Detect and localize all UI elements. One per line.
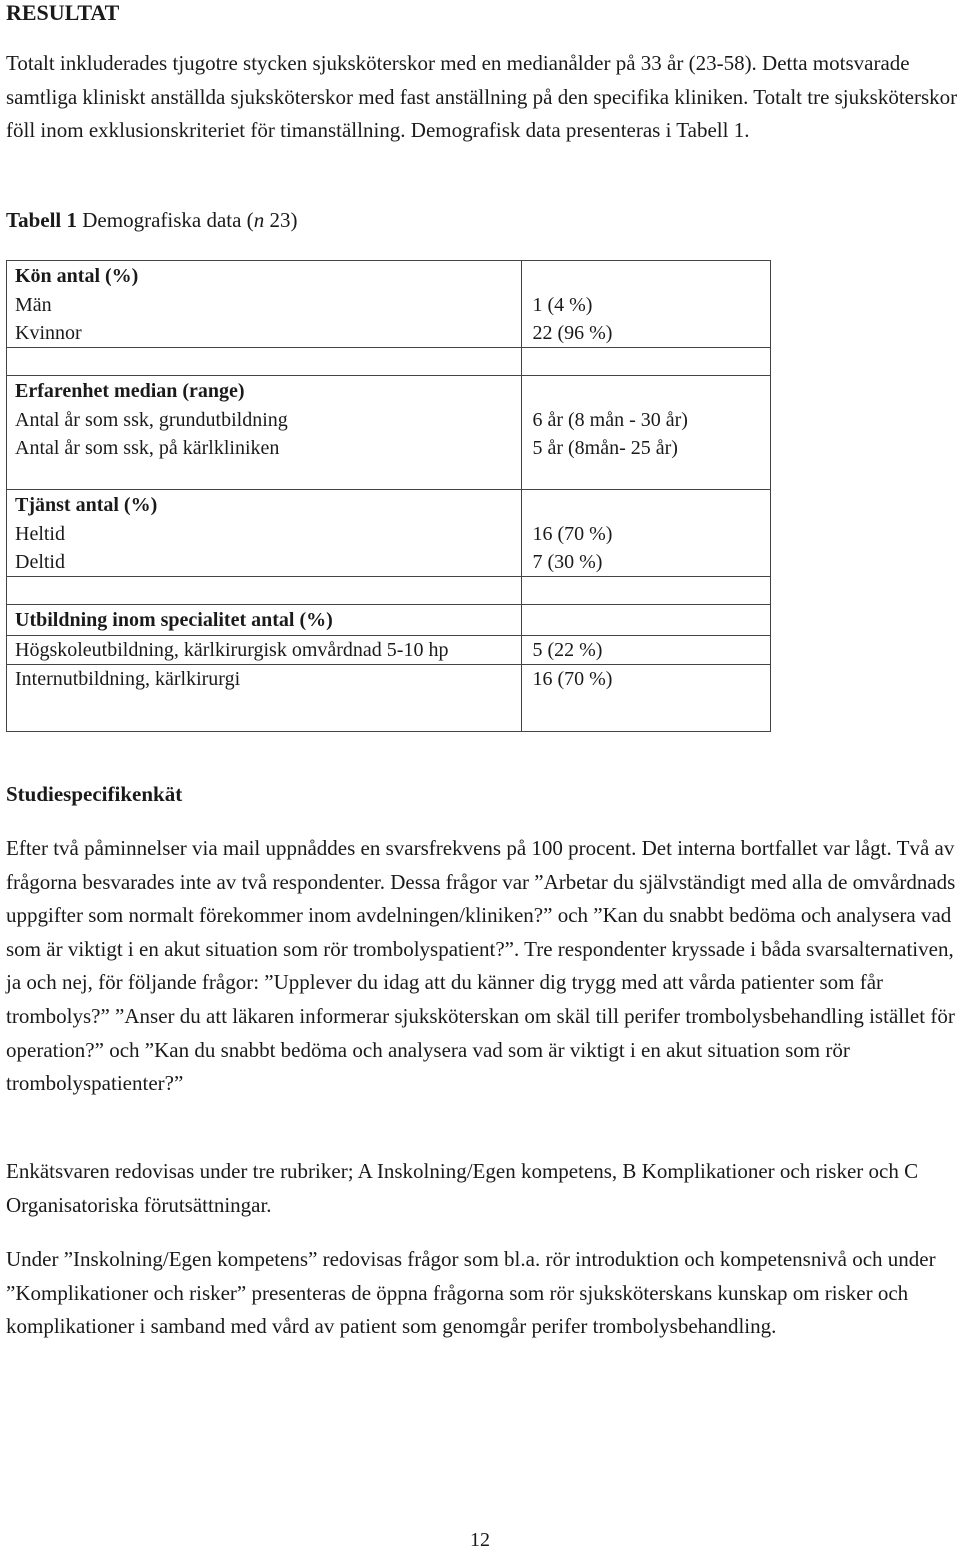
row-value: 16 (70 %) [522,520,771,548]
row-label: Heltid [7,520,522,548]
table-row [7,319,771,348]
subheading: Studiespecifikenkät [6,782,183,806]
table-spacer-row [7,462,771,490]
row-value: 1 (4 %) [522,291,771,319]
table-caption-n-symbol: n [253,208,265,232]
table-caption-label: Tabell 1 [6,208,77,232]
rubrics-paragraph: Enkätsvaren redovisas under tre rubriker; A Inskolning/Egen kompetens, B Komplikationer och risker och C Organisatoriska förutsättningar. [6,1159,919,1217]
table-spacer-row [7,693,771,732]
table-caption-title-post: 23) [264,208,298,232]
row-value: 22 (96 %) [522,319,771,348]
survey-paragraph: Efter två påminnelser via mail uppnåddes en svarsfrekvens på 100 procent. Det interna bortfallet var lågt. Två av frågorna besvarades inte av två respondenter. Dessa frågor var ”Arbetar du självständigt med alla de omvårdnads uppgifter som normalt förekommer inom avdelningen/kliniken?” och ”Kan du snabbt bedöma och analysera vad som är viktigt i en akut situation som rör trombolyspatient?”. Tre respondenter kryssade i båda svarsalternativen, ja och nej, för följande frågor: ”Upplever du idag att du känner dig trygg med att vårda patienter som får trombolys?” ”Anser du att läkaren informerar sjuksköterskan om skäl till perifer trombolysbehandling istället för operation?” och ”Kan du snabbt bedöma och analysera vad som är viktigt i en akut situation som rör trombolyspatienter?” [6,836,956,1096]
row-value: 7 (30 %) [522,548,771,577]
row-value: 5 (22 %) [522,636,771,665]
row-label: Internutbildning, kärlkirurgi [7,665,522,694]
table-caption-title-pre: Demografiska data ( [77,208,254,232]
utbildning-header: Utbildning inom specialitet antal (%) [7,605,522,636]
table-row [7,406,771,434]
erfarenhet-header: Erfarenhet median (range) [7,376,522,407]
table-row [7,548,771,577]
table-spacer-row [7,348,771,376]
under-paragraph: Under ”Inskolning/Egen kompetens” redovisas frågor som bl.a. rör introduktion och kompetensnivå och under ”Komplikationer och risker” presenteras de öppna frågorna som rör sjuksköterskans kunskap om risker och komplikationer i samband med vård av patient som genomgår perifer trombolysbehandling. [6,1247,936,1339]
table-row-erfarenhet-header [7,376,771,407]
table-row [7,665,771,694]
demographics-table [6,260,771,732]
row-label: Kvinnor [7,319,522,348]
row-label: Högskoleutbildning, kärlkirurgisk omvårdnad 5-10 hp [7,636,522,665]
row-label: Män [7,291,522,319]
tjanst-header-value [522,490,771,521]
row-label: Antal år som ssk, på kärlkliniken [7,434,522,462]
row-value: 6 år (8 mån - 30 år) [522,406,771,434]
table-row-tjanst-header [7,490,771,521]
section-heading: RESULTAT [6,0,120,25]
page-number: 12 [470,1529,490,1551]
intro-paragraph: Totalt inkluderades tjugotre stycken sjuksköterskor med en medianålder på 33 år (23-58). Detta motsvarade samtliga kliniskt anställda sjuksköterskor med fast anställning på den specifika kliniken. Totalt tre sjuksköterskor föll inom exklusionskriteriet för timanställning. Demografisk data presenteras i Tabell 1. [6,51,958,143]
table-row-kon-header [7,261,771,292]
row-label: Antal år som ssk, grundutbildning [7,406,522,434]
table-row [7,636,771,665]
table-row-utbildning-header [7,605,771,636]
table-caption [6,205,297,235]
table-row [7,291,771,319]
row-value: 16 (70 %) [522,665,771,694]
erfarenhet-header-value [522,376,771,407]
kon-header: Kön antal (%) [7,261,522,292]
tjanst-header: Tjänst antal (%) [7,490,522,521]
row-label: Deltid [7,548,522,577]
table-row [7,434,771,462]
kon-header-value [522,261,771,292]
row-value: 5 år (8mån- 25 år) [522,434,771,462]
utbildning-header-value [522,605,771,636]
table-row [7,520,771,548]
table-spacer-row [7,577,771,605]
